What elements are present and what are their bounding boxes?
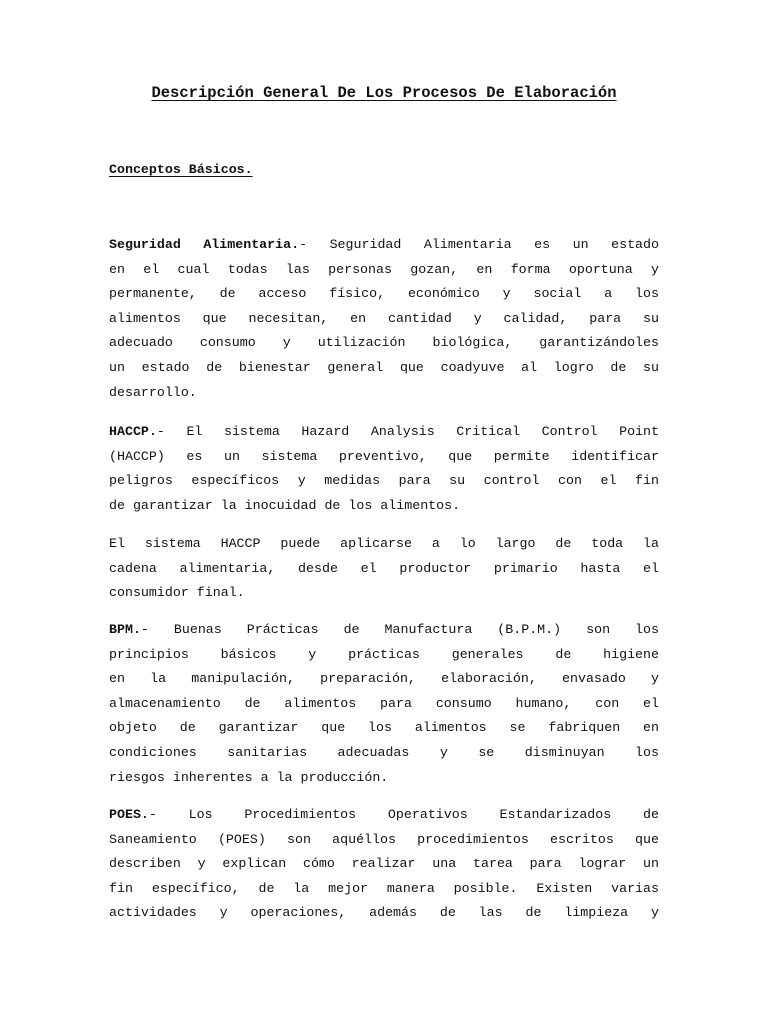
- term-poes: POES.: [109, 807, 149, 822]
- paragraph-line: permanente, de acceso físico, económico y social a los: [109, 286, 659, 302]
- paragraph-line: en la manipulación, preparación, elaboración, envasado y: [109, 671, 659, 687]
- paragraph-line-text: - Buenas Prácticas de Manufactura (B.P.M.) son los: [140, 622, 659, 637]
- paragraph-line: un estado de bienestar general que coadyuve al logro de su: [109, 359, 659, 375]
- paragraph-poes: [109, 803, 659, 926]
- paragraph-line: [109, 233, 659, 258]
- paragraph-line: (HACCP) es un sistema preventivo, que permite identificar: [109, 448, 659, 464]
- paragraph-haccp-aplicacion: [109, 532, 659, 606]
- paragraph-line: consumidor final.: [109, 585, 245, 601]
- paragraph-line: en el cual todas las personas gozan, en forma oportuna y: [109, 261, 659, 277]
- paragraph-line: peligros específicos y medidas para su control con el fin: [109, 473, 659, 489]
- paragraph-line: alimentos que necesitan, en cantidad y calidad, para su: [109, 310, 659, 326]
- paragraph-line: Saneamiento (POES) son aquéllos procedimientos escritos que: [109, 831, 659, 847]
- section-heading: Conceptos Básicos.: [109, 162, 253, 177]
- term-seguridad-alimentaria: Seguridad Alimentaria.: [109, 237, 300, 252]
- paragraph-line-text: - Seguridad Alimentaria es un estado: [299, 237, 659, 252]
- paragraph-line: El sistema HACCP puede aplicarse a lo largo de toda la: [109, 536, 659, 551]
- paragraph-haccp: [109, 420, 659, 518]
- paragraph-line-text: - Los Procedimientos Operativos Estandarizados de: [148, 807, 659, 822]
- paragraph-line: objeto de garantizar que los alimentos se fabriquen en: [109, 720, 659, 736]
- paragraph-line: [109, 803, 659, 828]
- paragraph-line: cadena alimentaria, desde el productor primario hasta el: [109, 560, 659, 576]
- paragraph-line: condiciones sanitarias adecuadas y se disminuyan los: [109, 744, 659, 760]
- paragraph-line: adecuado consumo y utilización biológica, garantizándoles: [109, 335, 659, 351]
- paragraph-line: describen y explican cómo realizar una tarea para lograr un: [109, 856, 659, 872]
- term-bpm: BPM.: [109, 622, 141, 637]
- paragraph-line: fin específico, de la mejor manera posible. Existen varias: [109, 880, 659, 896]
- paragraph-line: actividades y operaciones, además de las de limpieza y: [109, 905, 659, 921]
- paragraph-line: [109, 618, 659, 643]
- document-title: Descripción General De Los Procesos De Elaboración: [151, 84, 617, 102]
- paragraph-seguridad-alimentaria: [109, 233, 659, 405]
- paragraph-bpm: [109, 618, 659, 790]
- term-haccp: HACCP.: [109, 424, 157, 439]
- paragraph-line: principios básicos y prácticas generales de higiene: [109, 646, 659, 662]
- paragraph-line: desarrollo.: [109, 384, 197, 400]
- paragraph-line-text: - El sistema Hazard Analysis Critical Control Point: [156, 424, 659, 439]
- paragraph-line: riesgos inherentes a la producción.: [109, 769, 389, 785]
- paragraph-line: de garantizar la inocuidad de los alimentos.: [109, 497, 461, 513]
- paragraph-line: [109, 420, 659, 445]
- paragraph-line: almacenamiento de alimentos para consumo humano, con el: [109, 695, 659, 711]
